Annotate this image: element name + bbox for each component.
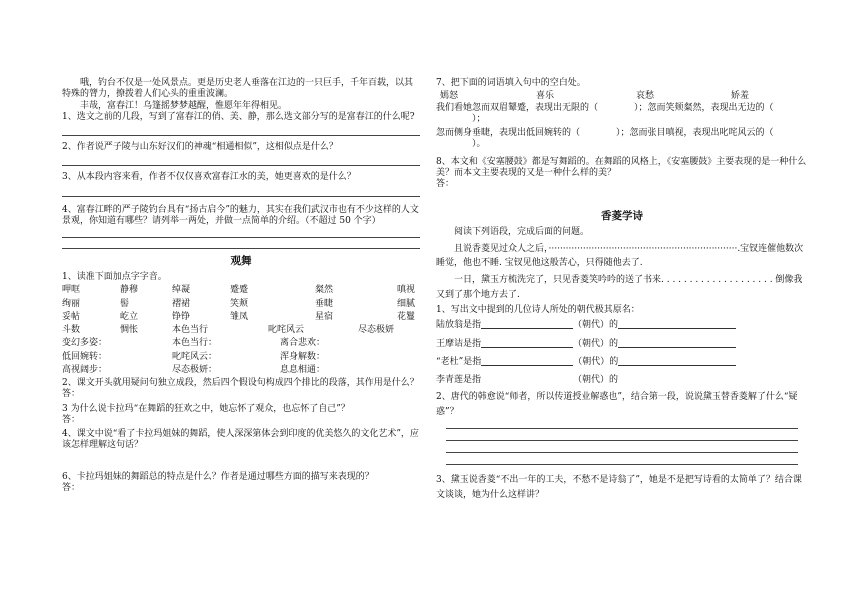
word: 笑颊 bbox=[230, 298, 249, 309]
section-title: 香菱学诗 bbox=[601, 210, 643, 223]
word: 静穆 bbox=[120, 285, 139, 296]
term: 息息相通： bbox=[280, 364, 326, 375]
question: 6、卡拉玛姐妹的舞蹈总的特点是什么？作者是通过哪些方面的描写来表现的？ bbox=[62, 471, 374, 482]
word: 绰凝 bbox=[172, 285, 191, 296]
term: 高视阔步： bbox=[62, 364, 108, 375]
word: 叱咤风云 bbox=[268, 325, 305, 336]
poet-row bbox=[436, 339, 808, 350]
passage: 且说香菱见过众人之后，··································································.宝钗连催他数次睡觉，他也不睡. 宝钗见他这般苦心，只得随他去了. bbox=[436, 243, 804, 269]
answer-line[interactable] bbox=[446, 464, 798, 465]
pinyin-row bbox=[62, 312, 420, 323]
question: 4、富春江畔的严子陵钓台具有“扬古启今”的魅力，其实在我们武汉市也有不少这样的人文景观，你知道有哪些？请列举一两处，并做一点简单的介绍。（不超过 50 个字） bbox=[62, 204, 419, 226]
dynasty-blank[interactable] bbox=[481, 375, 573, 386]
word: 本色当行 bbox=[172, 325, 209, 336]
fill-sentence bbox=[436, 103, 808, 126]
fill-sentence bbox=[436, 128, 808, 151]
answer-line[interactable] bbox=[62, 196, 420, 197]
poet-label: 陆放翁是指 bbox=[436, 320, 482, 331]
poet-label: （朝代）的 bbox=[573, 375, 619, 386]
pinyin-row bbox=[62, 299, 420, 310]
word: 星宿 bbox=[315, 311, 334, 322]
left-column bbox=[62, 78, 420, 494]
name-blank[interactable] bbox=[618, 320, 736, 329]
term: 离合悲欢： bbox=[280, 338, 326, 349]
poet-label: 王摩诘是指 bbox=[436, 338, 482, 349]
answer-line[interactable] bbox=[62, 248, 420, 249]
question: 1、选文之前的几段，写到了富春江的俏、美、静，那么选文部分写的是富春江的什么呢? bbox=[62, 111, 415, 122]
question: 8、本文和《安塞腰鼓》都是写舞蹈的。在舞蹈的风格上，《安塞腰鼓》主要表现的是一种什么美？而本文主要表现的又是一种什么样的美？ bbox=[436, 156, 807, 178]
word: 蹙蹙 bbox=[230, 285, 249, 296]
word: 呷哐 bbox=[62, 285, 81, 296]
term: 尽态极妍： bbox=[172, 364, 218, 375]
question: 3 为什么说卡拉玛“在舞蹈的狂欢之中，她忘怀了观众，也忘怀了自己”？ bbox=[62, 403, 350, 414]
sentence-part: ）；忽而笑颊粲然，表现出无边的（ bbox=[634, 102, 774, 113]
answer-line[interactable] bbox=[446, 452, 798, 453]
term-row bbox=[62, 365, 420, 376]
dynasty-blank[interactable] bbox=[481, 357, 573, 366]
term: 叱咤风云： bbox=[172, 351, 218, 362]
poet-row bbox=[436, 357, 808, 368]
name-blank[interactable] bbox=[618, 339, 736, 348]
answer-label[interactable]: 答： bbox=[62, 389, 81, 400]
answer-line[interactable] bbox=[62, 135, 420, 136]
word: 粲然 bbox=[315, 285, 334, 296]
term: 本色当行： bbox=[172, 338, 218, 349]
sentence-part: ）。 bbox=[472, 139, 486, 150]
question: 4、课文中说“看了卡拉玛姐妹的舞蹈，使人深深第体会到印度的优美悠久的文化艺术”，应该怎样理解这句话？ bbox=[62, 429, 419, 451]
poet-label: 李青莲是指 bbox=[436, 375, 482, 386]
word: 垂睫 bbox=[315, 298, 334, 309]
word: 妥帖 bbox=[62, 311, 81, 322]
word: 斗数 bbox=[62, 325, 81, 336]
word: 绚丽 bbox=[62, 298, 81, 309]
sentence-part: ）；忽而张目嗔视，表现出叱咤风云的（ bbox=[616, 128, 774, 138]
word: 细腻 bbox=[397, 298, 416, 309]
term: 低回婉转： bbox=[62, 351, 108, 362]
sentence-part: ）； bbox=[472, 113, 486, 124]
word-option: 哀愁 bbox=[636, 91, 655, 102]
poet-row bbox=[436, 320, 808, 331]
word: 花鬘 bbox=[397, 311, 416, 322]
word-option: 嫣怒 bbox=[440, 91, 459, 102]
sentence-part: 忽而侧身垂睫，表现出低回婉转的（ bbox=[436, 128, 581, 138]
question: 3、从本段内容来看，作者不仅仅喜欢富春江水的美，她更喜欢的是什么？ bbox=[62, 172, 356, 183]
pinyin-row bbox=[62, 325, 420, 336]
word-option: 喜乐 bbox=[536, 91, 555, 102]
answer-line[interactable] bbox=[446, 428, 798, 429]
word: 尽态极妍 bbox=[358, 325, 395, 336]
sentence-part: 我们看她忽而双眉颦蹙，表现出无限的（ bbox=[436, 102, 599, 113]
word: 屹立 bbox=[120, 311, 139, 322]
word-bank bbox=[440, 91, 808, 102]
question: 2、课文开头就用疑问句独立成段，然后四个假设句构成四个排比的段落，其作用是什么？ bbox=[62, 378, 419, 389]
question: 1、读准下面加点字字音。 bbox=[62, 272, 167, 283]
section-title: 观舞 bbox=[230, 255, 252, 267]
answer-line[interactable] bbox=[62, 237, 420, 238]
poet-label: （朝代）的 bbox=[573, 320, 619, 331]
right-column bbox=[436, 78, 808, 502]
word: 褶裙 bbox=[172, 298, 191, 309]
term-row bbox=[62, 352, 420, 363]
question: 1、写出文中提到的几位诗人所处的朝代极其原名： bbox=[436, 305, 640, 316]
pinyin-row bbox=[62, 285, 420, 296]
question: 2、唐代的韩愈说“师者，所以传道授业解惑也”，结合第一段，说说黛玉替香菱解了什么“疑惑”？ bbox=[436, 392, 798, 417]
poet-label: “老杜”是指 bbox=[436, 356, 482, 367]
intro-paragraph: 哦，钓台不仅是一处风景点。更是历史老人垂落在江边的一只巨手，千年百载，以其特殊的膂力，撩拨着人们心头的重重波澜。 bbox=[62, 78, 414, 100]
name-blank[interactable] bbox=[618, 357, 736, 366]
dynasty-blank[interactable] bbox=[481, 339, 573, 348]
intro-paragraph: 丰哉，富春江！乌篷摇梦梦越醒，惟愿年年得相见。 bbox=[80, 100, 288, 111]
poet-label: （朝代）的 bbox=[573, 356, 619, 367]
answer-line[interactable] bbox=[446, 440, 798, 441]
term-row bbox=[62, 338, 420, 349]
instruction: 阅读下列语段，完成后面的问题。 bbox=[454, 227, 590, 238]
answer-line[interactable] bbox=[62, 165, 420, 166]
answer-label[interactable]: 答： bbox=[62, 414, 81, 425]
question: 7、把下面的词语填入句中的空白处。 bbox=[436, 78, 586, 88]
term: 浑身解数： bbox=[280, 351, 326, 362]
answer-label[interactable]: 答： bbox=[62, 482, 81, 493]
word: 铮铮 bbox=[172, 311, 191, 322]
poet-label: （朝代）的 bbox=[573, 338, 619, 349]
poet-row bbox=[436, 375, 808, 386]
word: 嗔视 bbox=[397, 285, 416, 296]
term: 变幻多姿： bbox=[62, 338, 108, 349]
answer-label[interactable]: 答： bbox=[436, 179, 455, 189]
dynasty-blank[interactable] bbox=[481, 320, 573, 329]
word: 髻 bbox=[120, 298, 130, 309]
passage: 一日，黛玉方梳洗完了，只见香菱笑吟吟的送了书来. . . . . . . . . . . . . . . . . . . . 倒像我又到了那个地方去了. bbox=[436, 275, 803, 300]
word-option: 娇羞 bbox=[731, 91, 750, 102]
question: 3、黛玉说香菱“不出一年的工夫，不愁不是诗翁了”，她是不是把写诗看的太简单了？结合课文谈谈，她为什么这样讲？ bbox=[436, 475, 802, 500]
question: 2、作者说严子陵与山东好汉们的神魂“相通相似”，这相似点是什么？ bbox=[62, 142, 338, 152]
word: 雏凤 bbox=[230, 311, 249, 322]
word: 惆怅 bbox=[120, 325, 139, 336]
